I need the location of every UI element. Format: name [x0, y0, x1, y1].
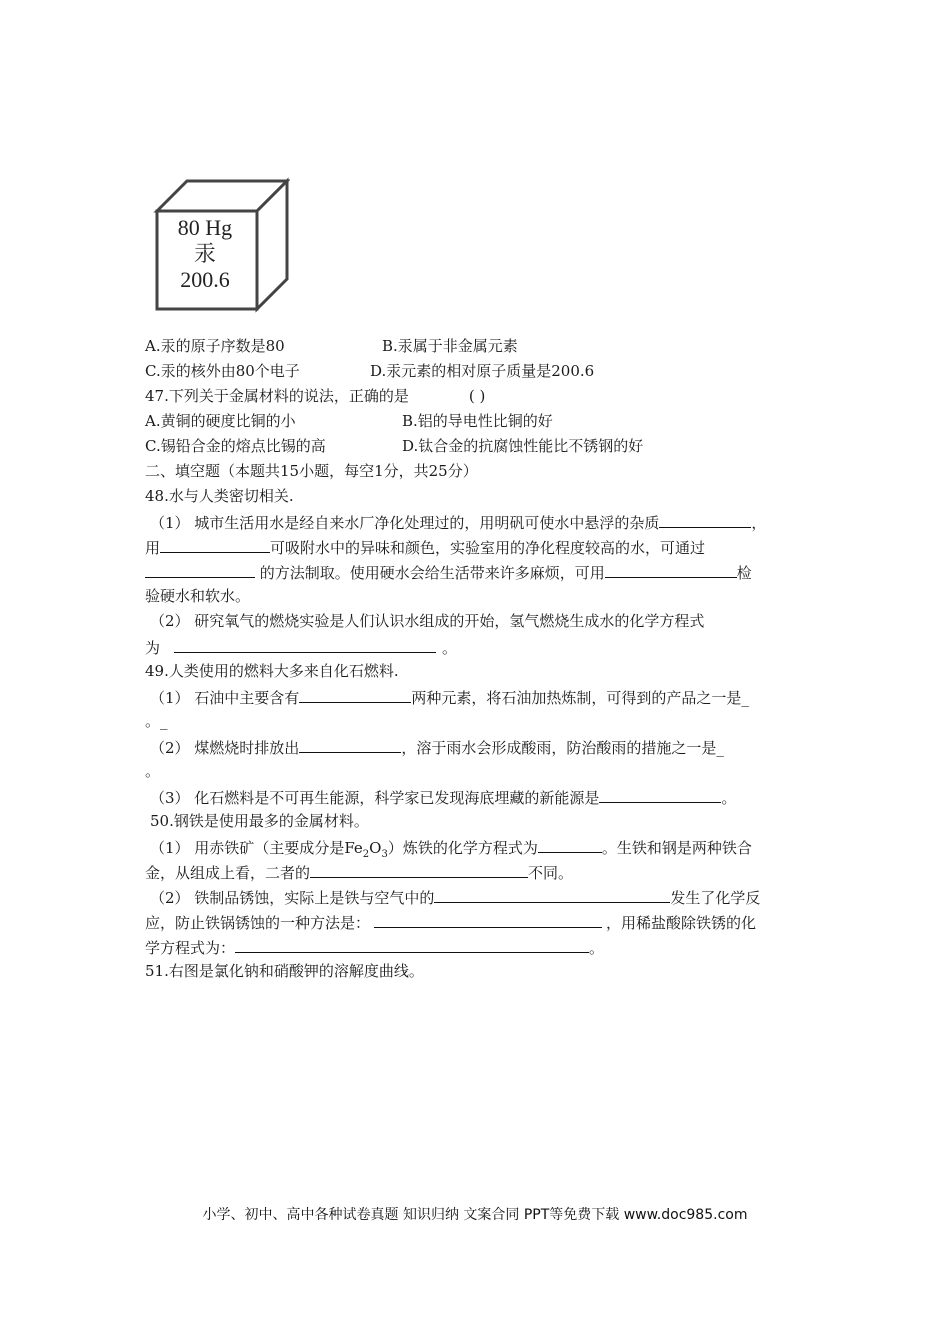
q48-part2-line2: 为 。: [145, 636, 457, 658]
answer-blank[interactable]: [174, 636, 436, 653]
q47-option-c: C.锡铅合金的熔点比锡的高: [145, 437, 326, 455]
answer-blank[interactable]: [605, 561, 737, 578]
q47-options-row1: [145, 411, 553, 431]
q50-stem: 50.钢铁是使用最多的金属材料。: [150, 812, 369, 830]
q49-stem: 49.人类使用的燃料大多来自化石燃料.: [145, 662, 399, 680]
page-footer: 小学、初中、高中各种试卷真题 知识归纳 文案合同 PPT等免费下载 www.doc985.com: [202, 1207, 748, 1223]
section-heading: 二、填空题（本题共15小题，每空1分，共25分）: [145, 462, 478, 480]
q47-stem: 47.下列关于金属材料的说法，正确的是 ( ): [145, 387, 486, 405]
answer-parentheses: ( ): [468, 387, 486, 405]
q48-part1-line1: （1） 城市生活用水是经自来水厂净化处理过的，用明矾可使水中悬浮的杂质 ，: [150, 511, 766, 533]
q48-part1-line4: 验硬水和软水。: [145, 587, 251, 605]
q49-part2-line2: 。: [145, 762, 161, 780]
q46-options-row2: [145, 361, 595, 381]
q50-part1-line2: 金，从组成上看，二者的 不同。: [145, 861, 573, 883]
q49-part1-line2: 。_: [145, 712, 168, 730]
q46-option-d: D.汞元素的相对原子质量是200.6: [370, 362, 595, 380]
element-number-symbol: 80 Hg: [177, 215, 233, 240]
q46-option-a: A.汞的原子序数是80: [145, 337, 285, 355]
q46-options-row1: [145, 336, 518, 356]
answer-blank[interactable]: [659, 511, 751, 528]
q48-stem: 48.水与人类密切相关.: [145, 487, 294, 505]
q49-part1-line1: （1） 石油中主要含有 两种元素，将石油加热炼制，可得到的产品之一是_: [150, 686, 749, 708]
q47-option-b: B.铝的导电性比铜的好: [402, 412, 553, 430]
answer-blank[interactable]: [299, 686, 411, 703]
q50-part2-line3: 学方程式为： 。: [145, 936, 604, 958]
q50-part2-line2: 应，防止铁锅锈蚀的一种方法是： ，用稀盐酸除铁锈的化: [145, 911, 756, 933]
element-name: 汞: [193, 241, 216, 266]
q49-part3-line1: （3） 化石燃料是不可再生能源，科学家已发现海底埋藏的新能源是 。: [150, 786, 736, 808]
q47-option-d: D.钛合金的抗腐蚀性能比不锈钢的好: [402, 437, 644, 455]
q49-part2-line1: （2） 煤燃烧时排放出 ，溶于雨水会形成酸雨，防治酸雨的措施之一是_: [150, 736, 724, 758]
q48-part1-line3: 的方法制取。使用硬水会给生活带来许多麻烦，可用 检: [145, 561, 752, 583]
q50-part2-line1: （2） 铁制品锈蚀，实际上是铁与空气中的 发生了化学反: [150, 886, 760, 908]
answer-blank[interactable]: [599, 786, 721, 803]
answer-blank[interactable]: [160, 536, 270, 553]
q47-option-a: A.黄铜的硬度比铜的小: [145, 412, 296, 430]
q46-option-b: B.汞属于非金属元素: [382, 337, 518, 355]
q48-part1-line2: 用 可吸附水中的异味和颜色，实验室用的净化程度较高的水，可通过: [145, 536, 705, 558]
q47-options-row2: [145, 436, 644, 456]
answer-blank[interactable]: [310, 861, 528, 878]
q46-option-c: C.汞的核外由80个电子: [145, 362, 300, 380]
answer-blank[interactable]: [374, 911, 602, 928]
q50-part1-line1: （1） 用赤铁矿（主要成分是$Fe_2O_3$）炼铁的化学方程式为 。生铁和钢是两种铁合: [150, 836, 752, 865]
element-mass: 200.6: [180, 267, 230, 292]
answer-blank[interactable]: [235, 936, 589, 953]
element-card-text: [157, 215, 253, 293]
answer-blank[interactable]: [434, 886, 670, 903]
answer-blank[interactable]: [538, 836, 602, 853]
q48-part2-line1: （2） 研究氧气的燃烧实验是人们认识水组成的开始，氢气燃烧生成水的化学方程式: [150, 612, 705, 630]
answer-blank[interactable]: [145, 561, 255, 578]
answer-blank[interactable]: [299, 736, 401, 753]
q51-stem: 51.右图是氯化钠和硝酸钾的溶解度曲线。: [145, 962, 424, 980]
